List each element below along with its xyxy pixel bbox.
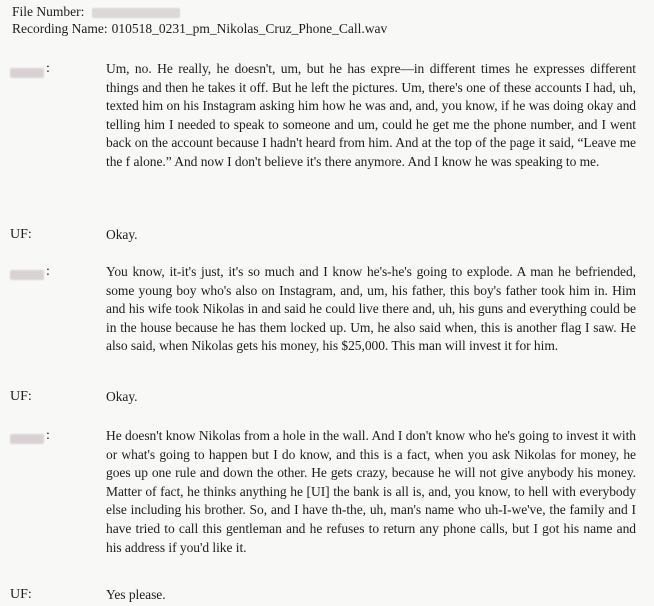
speaker-colon: : [46,428,50,443]
file-number-label: File Number: [12,4,85,19]
utterance-text: Um, no. He really, he doesn't, um, but he has expre—in different times he expresses different things and then he takes it off. But he left the pictures. Um, there's one of these accounts I had, uh, texted him on his Instagram asking him how he was and, and, you know, if he was doing okay and telling him I needed to speak to someone and um, could he get me the phone number, and I went back on the account because I hadn't heard from him. And at the top of the page it said, “Leave me the f alone.” And now I don't believe it's there anymore. And I know he was speaking to me. [106,61,636,169]
speaker-redaction [10,68,44,78]
utterance-text: Okay. [106,227,138,242]
file-number-redaction [92,8,180,18]
utterance-text: Okay. [106,389,138,404]
speaker-label: UF: [10,227,32,242]
speaker-label: UF: [10,389,32,404]
speaker-colon: : [46,264,50,279]
recording-name-label: Recording Name: [12,21,108,36]
speaker-redaction [10,270,44,280]
speaker-redaction [10,434,44,444]
speaker-colon: : [46,61,50,76]
utterance-text: Yes please. [106,587,166,602]
recording-name-line [12,21,387,37]
file-number-line [12,4,180,20]
utterance-text: You know, it-it's just, it's so much and I know he's-he's going to explode. A man he befriended, some young boy who's also on Instagram, and, um, his father, this boy's father took him in. Him and his wife took Nikolas in and said he could live there and, uh, his guns and everything could be in the house because he has them locked up. Um, he also said when, this is another flag I saw. He also said, when Nikolas gets his money, his $25,000. This man will invest it for him. [106,264,636,354]
recording-name-value: 010518_0231_pm_Nikolas_Cruz_Phone_Call.wav [111,21,388,36]
speaker-label: UF: [10,587,32,602]
utterance-text: He doesn't know Nikolas from a hole in the wall. And I don't know who he's going to invest it with or what's going to happen but I do know, and this is a fact, when you ask Nikolas for money, he goes up one rule and down the other. He gets crazy, because he will not give anybody his money. Matter of fact, he thinks anything he [UI] the bank is all is, and, you know, to hell with everybody else including his brother. So, and I have th-the, uh, man's name who uh-I-we've, the family and I have tried to call this gentleman and he refuses to return any phone calls, but I got his name and his address if you'd like it. [106,428,636,555]
